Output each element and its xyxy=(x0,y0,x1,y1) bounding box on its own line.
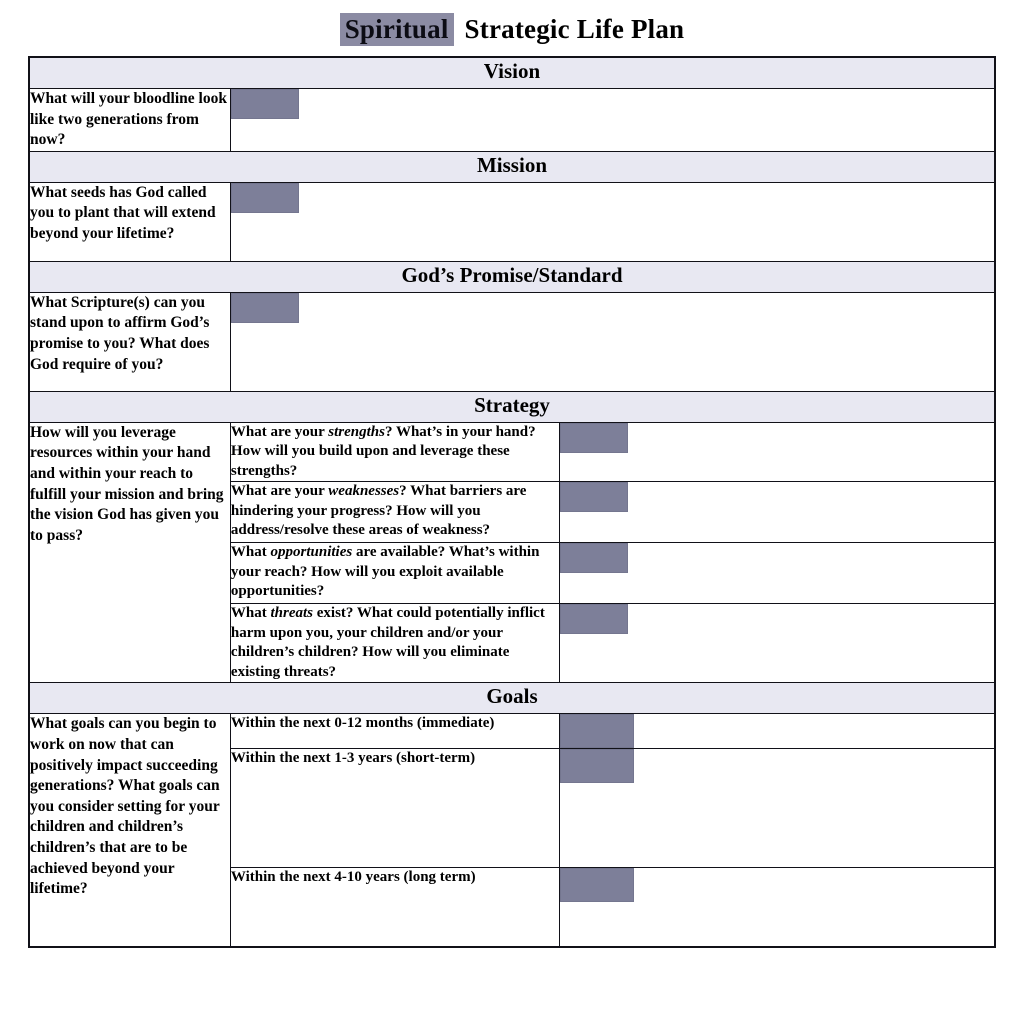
section-header-gods-promise-label: God’s Promise/Standard xyxy=(29,261,995,292)
question-opportunities-post: are available? What’s within your reach? How will you exploit available opportunities? xyxy=(230,544,540,600)
page-title-rest: Strategic Life Plan xyxy=(464,13,685,44)
section-header-goals-label: Goals xyxy=(29,683,995,714)
section-row-mission xyxy=(29,182,995,261)
placeholder-box xyxy=(231,89,299,119)
question-opportunities xyxy=(230,543,559,604)
section-row-gods-promise xyxy=(29,292,995,391)
answer-mission[interactable] xyxy=(230,182,995,261)
question-strengths xyxy=(230,422,559,482)
section-header-vision xyxy=(29,57,995,89)
question-threats xyxy=(230,604,559,683)
placeholder-box xyxy=(560,423,628,453)
section-header-strategy xyxy=(29,391,995,422)
question-weaknesses xyxy=(230,482,559,543)
goals-row-immediate xyxy=(29,714,995,749)
section-header-goals xyxy=(29,683,995,714)
placeholder-box xyxy=(560,604,628,634)
section-header-mission xyxy=(29,151,995,182)
placeholder-box xyxy=(560,749,634,783)
answer-weaknesses[interactable] xyxy=(559,482,995,543)
section-header-vision-label: Vision xyxy=(29,57,995,89)
section-header-gods-promise xyxy=(29,261,995,292)
question-opportunities-emphasis: opportunities xyxy=(270,544,353,561)
question-weaknesses-emphasis: weaknesses xyxy=(328,483,400,500)
answer-strengths[interactable] xyxy=(559,422,995,482)
page-title-highlight: Spiritual xyxy=(340,13,454,46)
prompt-vision: What will your bloodline look like two generations from now? xyxy=(29,89,230,152)
prompt-goals: What goals can you begin to work on now that can positively impact succeeding generations? What goals can you consider setting for your children and children’s children’s that are to be achieved beyond your lifetime? xyxy=(29,714,230,948)
placeholder-box xyxy=(560,868,634,902)
answer-vision[interactable] xyxy=(230,89,995,152)
placeholder-box xyxy=(560,714,634,748)
answer-goals-immediate[interactable] xyxy=(559,714,995,749)
answer-goals-short-term[interactable] xyxy=(559,749,995,868)
answer-opportunities[interactable] xyxy=(559,543,995,604)
question-weaknesses-post: ? What barriers are hindering your progress? How will you address/resolve these areas of weakness? xyxy=(230,483,527,539)
placeholder-box xyxy=(231,293,299,323)
life-plan-table xyxy=(28,56,996,948)
section-header-mission-label: Mission xyxy=(29,151,995,182)
placeholder-box xyxy=(231,183,299,213)
answer-goals-long-term[interactable] xyxy=(559,868,995,948)
placeholder-box xyxy=(560,482,628,512)
section-row-vision xyxy=(29,89,995,152)
question-weaknesses-pre: What are your xyxy=(230,483,329,500)
prompt-gods-promise: What Scripture(s) can you stand upon to affirm God’s promise to you? What does God require of you? xyxy=(29,292,230,391)
question-goals-immediate: Within the next 0-12 months (immediate) xyxy=(230,714,559,749)
page-title xyxy=(0,0,1024,56)
question-strengths-pre: What are your xyxy=(230,423,329,440)
answer-gods-promise[interactable] xyxy=(230,292,995,391)
question-opportunities-pre: What xyxy=(230,544,271,561)
question-strengths-emphasis: strengths xyxy=(328,423,385,440)
question-goals-short-term: Within the next 1-3 years (short-term) xyxy=(230,749,559,868)
section-header-strategy-label: Strategy xyxy=(29,391,995,422)
question-strengths-post: ? What’s in your hand? How will you build upon and leverage these strengths? xyxy=(230,423,536,479)
question-goals-long-term: Within the next 4-10 years (long term) xyxy=(230,868,559,948)
answer-threats[interactable] xyxy=(559,604,995,683)
prompt-strategy: How will you leverage resources within your hand and within your reach to fulfill your mission and bring the vision God has given you to pass? xyxy=(29,422,230,683)
page-title-text xyxy=(340,14,685,45)
question-threats-emphasis: threats xyxy=(270,605,314,622)
placeholder-box xyxy=(560,543,628,573)
question-threats-pre: What xyxy=(230,605,271,622)
strategy-row-strengths xyxy=(29,422,995,482)
question-threats-post: exist? What could potentially inflict harm upon you, your children and/or your children’s children? How will you eliminate existing threats? xyxy=(230,605,545,680)
prompt-mission: What seeds has God called you to plant that will extend beyond your lifetime? xyxy=(29,182,230,261)
